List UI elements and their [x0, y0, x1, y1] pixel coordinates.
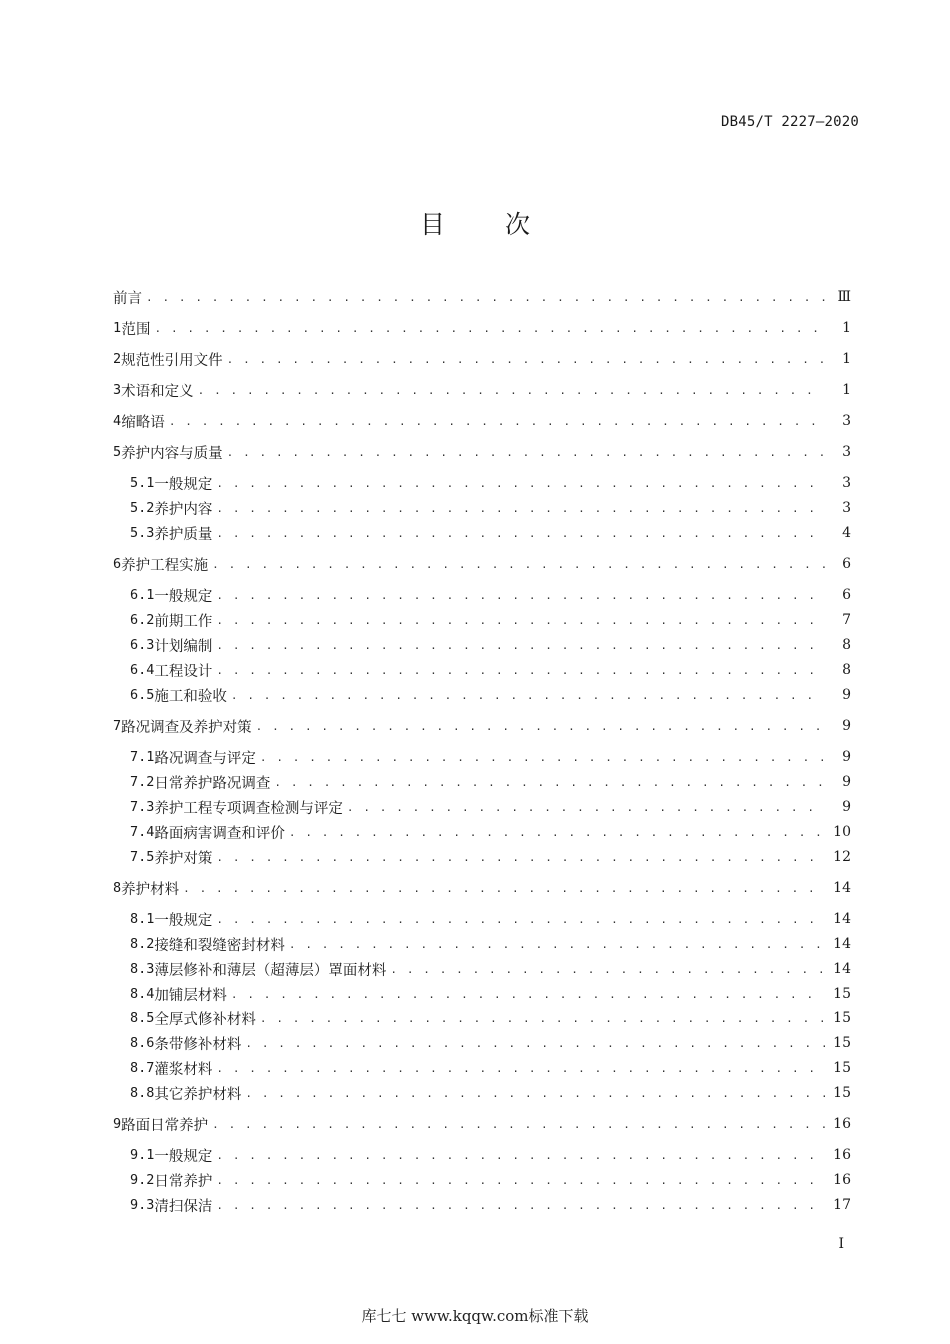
toc-entry-page: 8 — [842, 637, 851, 653]
toc-entry-page: 14 — [833, 911, 851, 927]
toc-dot-leader — [216, 589, 825, 602]
toc-entry[interactable] — [113, 440, 851, 464]
toc-entry-page: 6 — [842, 587, 851, 603]
toc-entry-number: 5 — [113, 444, 122, 460]
toc-entry-number: 7.5 — [130, 849, 155, 865]
toc-entry-page: 8 — [842, 662, 851, 678]
toc-entry[interactable] — [113, 583, 851, 607]
toc-entry[interactable] — [113, 521, 851, 545]
toc-entry-number: 6 — [113, 556, 122, 572]
toc-entry[interactable] — [113, 1031, 851, 1055]
toc-entry-number: 8.8 — [130, 1085, 155, 1101]
toc-dot-leader — [216, 1149, 825, 1162]
toc-entry-label: 范围 — [121, 321, 151, 338]
toc-entry-label: 养护工程专项调查检测与评定 — [154, 800, 343, 817]
toc-entry-number: 8.6 — [130, 1035, 155, 1051]
toc-entry-label: 薄层修补和薄层（超薄层）罩面材料 — [154, 962, 387, 979]
toc-dot-leader — [245, 1087, 825, 1100]
toc-entry-page: Ⅲ — [837, 289, 851, 305]
toc-entry-number: 1 — [113, 320, 122, 336]
toc-entry[interactable] — [113, 347, 851, 371]
toc-entry-label: 路况调查及养护对策 — [121, 719, 252, 736]
toc-dot-leader — [260, 1012, 825, 1025]
toc-entry-page: 15 — [833, 1085, 851, 1101]
toc-dot-leader — [231, 689, 825, 702]
toc-entry[interactable] — [113, 1168, 851, 1192]
toc-entry[interactable] — [113, 907, 851, 931]
toc-entry[interactable] — [113, 316, 851, 340]
toc-entry-label: 路面日常养护 — [121, 1117, 209, 1134]
toc-entry[interactable] — [113, 1056, 851, 1080]
toc-entry[interactable] — [113, 496, 851, 520]
toc-entry-label: 养护对策 — [154, 850, 213, 867]
toc-dot-leader — [289, 826, 825, 839]
toc-entry-page: 17 — [833, 1197, 851, 1213]
toc-dot-leader — [198, 384, 825, 397]
toc-dot-leader — [216, 527, 825, 540]
toc-entry-page: 15 — [833, 1060, 851, 1076]
toc-entry-label: 养护内容与质量 — [121, 445, 223, 462]
toc-entry-page: 9 — [842, 687, 851, 703]
toc-dot-leader — [227, 353, 825, 366]
toc-entry-page: 16 — [833, 1116, 851, 1132]
toc-dot-leader — [169, 415, 825, 428]
toc-dot-leader — [216, 851, 825, 864]
toc-entry-label: 其它养护材料 — [154, 1086, 242, 1103]
toc-entry-number: 7.1 — [130, 749, 155, 765]
toc-dot-leader — [216, 1199, 825, 1212]
toc-entry-number: 9.1 — [130, 1147, 155, 1163]
toc-entry-number: 6.1 — [130, 587, 155, 603]
toc-entry-label: 工程设计 — [154, 663, 213, 680]
toc-dot-leader — [183, 882, 825, 895]
toc-dot-leader — [347, 801, 825, 814]
toc-entry-page: 14 — [833, 880, 851, 896]
toc-entry-page: 15 — [833, 986, 851, 1002]
toc-entry-label: 前期工作 — [154, 613, 213, 630]
toc-entry-label: 灌浆材料 — [154, 1061, 213, 1078]
toc-entry-page: 1 — [842, 382, 851, 398]
toc-entry-number: 2 — [113, 351, 122, 367]
toc-entry-page: 1 — [842, 351, 851, 367]
page-number: I — [838, 1236, 844, 1252]
toc-entry-page: 10 — [833, 824, 851, 840]
toc-entry-number: 7 — [113, 718, 122, 734]
toc-entry-label: 术语和定义 — [121, 383, 194, 400]
document-code: DB45/T 2227—2020 — [720, 114, 859, 130]
toc-dot-leader — [146, 291, 825, 304]
toc-entry-number: 7.4 — [130, 824, 155, 840]
toc-dot-leader — [155, 322, 826, 335]
toc-entry[interactable] — [113, 957, 851, 981]
toc-entry-label: 一般规定 — [154, 1148, 213, 1165]
toc-dot-leader — [216, 614, 825, 627]
toc-entry[interactable] — [113, 1143, 851, 1167]
toc-entry-number: 8.2 — [130, 936, 155, 952]
toc-entry[interactable] — [113, 845, 851, 869]
toc-entry[interactable] — [113, 658, 851, 682]
toc-dot-leader — [289, 938, 825, 951]
toc-entry[interactable] — [113, 285, 851, 309]
toc-dot-leader — [212, 1118, 825, 1131]
toc-entry-page: 15 — [833, 1010, 851, 1026]
toc-dot-leader — [260, 751, 825, 764]
toc-entry[interactable] — [113, 552, 851, 576]
toc-entry-label: 一般规定 — [154, 588, 213, 605]
toc-entry-number: 8.7 — [130, 1060, 155, 1076]
toc-entry[interactable] — [113, 745, 851, 769]
toc-entry-label: 养护内容 — [154, 501, 213, 518]
toc-entry-page: 3 — [842, 500, 851, 516]
toc-dot-leader — [216, 639, 825, 652]
toc-entry[interactable] — [113, 1081, 851, 1105]
toc-entry-number: 8 — [113, 880, 122, 896]
toc-entry-page: 9 — [842, 799, 851, 815]
toc-entry-number: 5.1 — [130, 475, 155, 491]
toc-entry-number: 4 — [113, 413, 122, 429]
toc-entry-page: 15 — [833, 1035, 851, 1051]
toc-entry-label: 加铺层材料 — [154, 987, 227, 1004]
toc-dot-leader — [216, 664, 825, 677]
toc-dot-leader — [245, 1037, 825, 1050]
toc-entry[interactable] — [113, 633, 851, 657]
toc-entry-number: 6.2 — [130, 612, 155, 628]
toc-entry-label: 一般规定 — [154, 476, 213, 493]
toc-entry-label: 缩略语 — [121, 414, 165, 431]
toc-entry-label: 一般规定 — [154, 912, 213, 929]
toc-entry[interactable] — [113, 982, 851, 1006]
toc-dot-leader — [212, 558, 825, 571]
toc-entry[interactable] — [113, 1193, 851, 1217]
toc-entry-page: 9 — [842, 774, 851, 790]
toc-entry-page: 16 — [833, 1147, 851, 1163]
toc-entry-number: 6.4 — [130, 662, 155, 678]
toc-entry[interactable] — [113, 378, 851, 402]
toc-dot-leader — [274, 776, 825, 789]
toc-entry[interactable] — [113, 932, 851, 956]
toc-entry-label: 路面病害调查和评价 — [154, 825, 285, 842]
toc-entry[interactable] — [113, 876, 851, 900]
toc-entry-number: 8.3 — [130, 961, 155, 977]
toc-entry-label: 养护质量 — [154, 526, 213, 543]
toc-entry-label: 施工和验收 — [154, 688, 227, 705]
toc-entry-number: 7.3 — [130, 799, 155, 815]
toc-entry-page: 1 — [842, 320, 851, 336]
toc-dot-leader — [231, 988, 825, 1001]
toc-entry[interactable] — [113, 714, 851, 738]
toc-entry-page: 4 — [842, 525, 851, 541]
toc-entry-page: 3 — [842, 413, 851, 429]
toc-entry-page: 9 — [842, 749, 851, 765]
toc-dot-leader — [390, 963, 825, 976]
toc-entry[interactable] — [113, 795, 851, 819]
toc-entry-label: 计划编制 — [154, 638, 213, 655]
toc-entry-number: 5.3 — [130, 525, 155, 541]
toc-entry[interactable] — [113, 1006, 851, 1030]
toc-entry-page: 9 — [842, 718, 851, 734]
toc-entry-page: 6 — [842, 556, 851, 572]
toc-entry[interactable] — [113, 820, 851, 844]
toc-entry-page: 14 — [833, 961, 851, 977]
watermark-text: 库七七 www.kqqw.com标准下载 — [361, 1307, 589, 1325]
toc-entry-label: 日常养护路况调查 — [154, 775, 271, 792]
toc-entry[interactable] — [113, 683, 851, 707]
toc-dot-leader — [216, 502, 825, 515]
toc-dot-leader — [216, 477, 825, 490]
toc-entry[interactable] — [113, 770, 851, 794]
toc-entry-page: 7 — [842, 612, 851, 628]
toc-entry[interactable] — [113, 471, 851, 495]
toc-dot-leader — [256, 720, 825, 733]
toc-entry-page: 3 — [842, 475, 851, 491]
toc-entry-number: 8.5 — [130, 1010, 155, 1026]
toc-entry-number: 9 — [113, 1116, 122, 1132]
toc-entry-label: 路况调查与评定 — [154, 750, 256, 767]
toc-entry-label: 规范性引用文件 — [121, 352, 223, 369]
toc-entry-number: 6.5 — [130, 687, 155, 703]
toc-entry-page: 3 — [842, 444, 851, 460]
toc-entry-label: 养护工程实施 — [121, 557, 209, 574]
toc-entry-label: 条带修补材料 — [154, 1036, 242, 1053]
toc-entry-label: 前言 — [113, 290, 142, 307]
toc-entry[interactable] — [113, 1112, 851, 1136]
toc-entry-number: 6.3 — [130, 637, 155, 653]
toc-entry-number: 8.4 — [130, 986, 155, 1002]
toc-entry-label: 养护材料 — [121, 881, 180, 898]
toc-entry-number: 9.2 — [130, 1172, 155, 1188]
toc-dot-leader — [216, 1174, 825, 1187]
toc-entry-page: 12 — [833, 849, 851, 865]
toc-entry[interactable] — [113, 409, 851, 433]
toc-entry-label: 清扫保洁 — [154, 1198, 213, 1215]
toc-entry-number: 7.2 — [130, 774, 155, 790]
toc-dot-leader — [227, 446, 825, 459]
toc-entry-number: 9.3 — [130, 1197, 155, 1213]
toc-entry-number: 5.2 — [130, 500, 155, 516]
page-title: 目 次 — [420, 210, 556, 239]
toc-entry-label: 接缝和裂缝密封材料 — [154, 937, 285, 954]
toc-entry-page: 16 — [833, 1172, 851, 1188]
toc-entry-label: 日常养护 — [154, 1173, 213, 1190]
toc-entry-page: 14 — [833, 936, 851, 952]
toc-dot-leader — [216, 1062, 825, 1075]
toc-dot-leader — [216, 913, 825, 926]
toc-entry[interactable] — [113, 608, 851, 632]
toc-entry-number: 8.1 — [130, 911, 155, 927]
toc-entry-number: 3 — [113, 382, 122, 398]
toc-entry-label: 全厚式修补材料 — [154, 1011, 256, 1028]
